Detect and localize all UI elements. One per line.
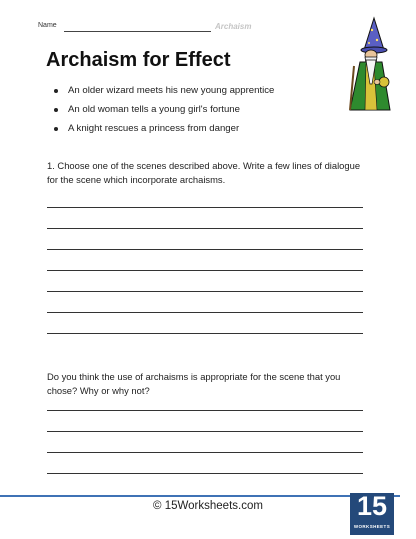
worksheet-title: Archaism for Effect [46,49,231,71]
footer-copyright: © 15Worksheets.com [153,500,263,512]
answer-line[interactable] [47,410,363,411]
scene-item: An older wizard meets his new young apprentice [54,85,274,104]
answer-line[interactable] [47,249,363,250]
scene-item: A knight rescues a princess from danger [54,123,274,142]
name-field[interactable] [64,31,211,32]
answer-line[interactable] [47,207,363,208]
footer-rule [0,495,400,497]
answer-line[interactable] [47,291,363,292]
answer-line[interactable] [47,312,363,313]
logo-text: WORKSHEETS [353,524,391,529]
wizard-icon [344,16,394,112]
question-2: Do you think the use of archaisms is appropriate for the scene that you chose? Why or why not? [47,371,341,396]
question-1: 1. Choose one of the scenes described above. Write a few lines of dialogue for the scene which incorporate archaisms. [47,160,361,185]
scene-list [54,85,274,142]
logo-number: 15 [356,491,388,521]
answer-line[interactable] [47,473,363,474]
header-topic: Archaism [215,22,252,31]
answer-line[interactable] [47,333,363,334]
answer-line[interactable] [47,431,363,432]
answer-line[interactable] [47,270,363,271]
name-label: Name [38,22,57,29]
answer-line[interactable] [47,228,363,229]
answer-line[interactable] [47,452,363,453]
scene-item: An old woman tells a young girl's fortune [54,104,274,123]
